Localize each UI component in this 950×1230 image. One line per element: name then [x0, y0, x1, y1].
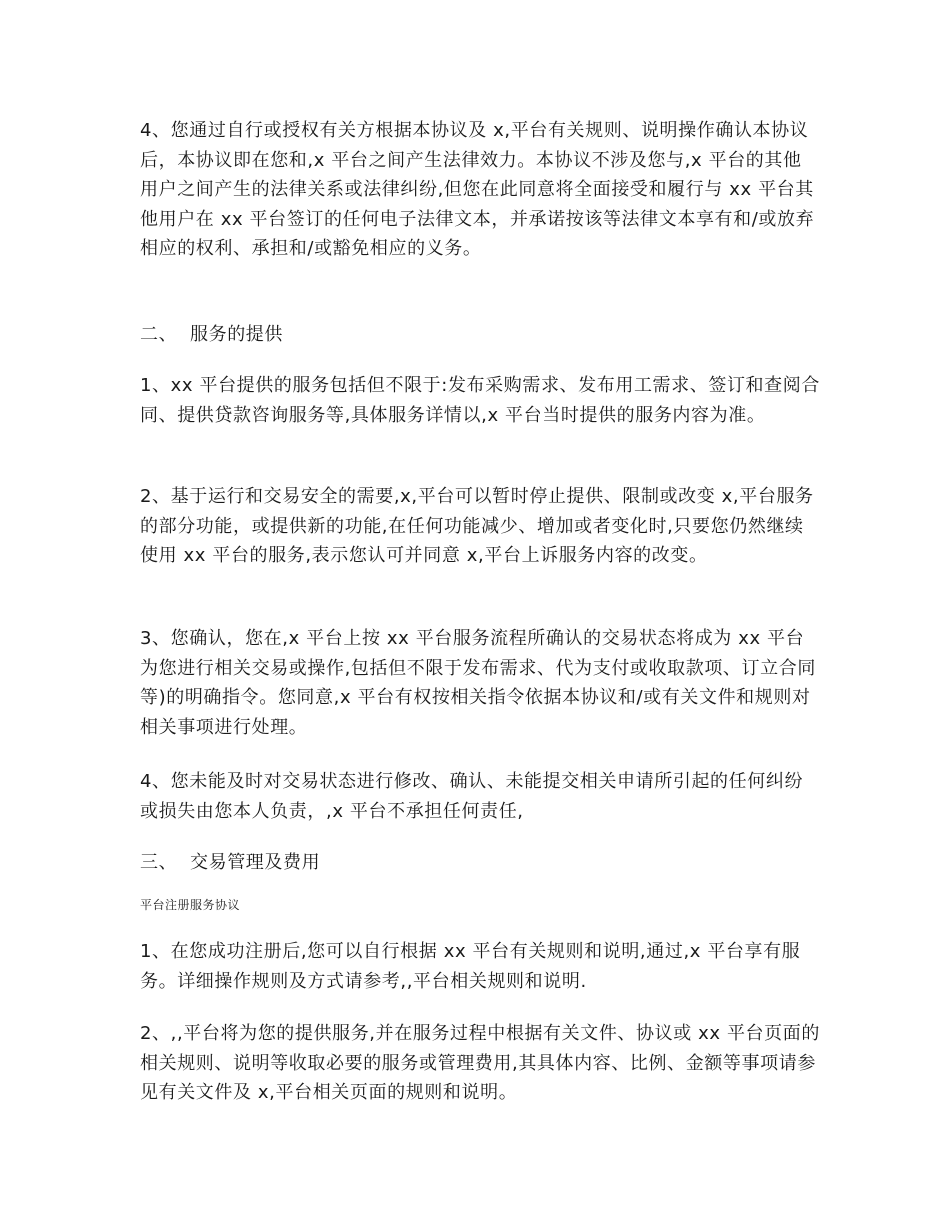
paragraph-service-1: 1、xx 平台提供的服务包括但不限于:发布采购需求、发布用工需求、签订和查阅合同、提供贷款咨询服务等,具体服务详情以,x 平台当时提供的服务内容为准。	[140, 375, 820, 426]
section-title: 交易管理及费用	[190, 852, 321, 873]
paragraph-fee-2: 2、,,平台将为您的提供服务,并在服务过程中根据有关文件、协议或 xx 平台页面的相关规则、说明等收取必要的服务或管理费用,其具体内容、比例、金额等事项请参见有关文件及 x,平台相关页面的规则和说明。	[140, 1023, 820, 1103]
paragraph-service-2: 2、基于运行和交易安全的需要,x,平台可以暂时停止提供、限制或改变 x,平台服务的部分功能，或提供新的功能,在任何功能减少、增加或者变化时,只要您仍然继续使用 xx 平台的服务,表示您认可并同意 x,平台上诉服务内容的改变。	[140, 486, 814, 566]
section-heading-3	[140, 848, 320, 878]
section-number: 三、	[140, 852, 178, 873]
paragraph-fee-1: 1、在您成功注册后,您可以自行根据 xx 平台有关规则和说明,通过,x 平台享有服务。详细操作规则及方式请参考,,平台相关规则和说明.	[140, 941, 801, 992]
section-number: 二、	[140, 324, 178, 345]
paragraph-service-3: 3、您确认，您在,x 平台上按 xx 平台服务流程所确认的交易状态将成为 xx 平台为您进行相关交易或操作,包括但不限于发布需求、代为支付或收取款项、订立合同等)的明确指令。您同意,x 平台有权按相关指令依据本协议和/或有关文件和规则对相关事项进行处理。	[140, 628, 816, 738]
section-heading-2	[140, 320, 283, 350]
paragraph-effect-clause: 4、您通过自行或授权有关方根据本协议及 x,平台有关规则、说明操作确认本协议后，本协议即在您和,x 平台之间产生法律效力。本协议不涉及您与,x 平台的其他用户之间产生的法律关系或法律纠纷,但您在此同意将全面接受和履行与 xx 平台其他用户在 xx 平台签订的任何电子法律文本，并承诺按该等法律文本享有和/或放弃相应的权利、承担和/或豁免相应的义务。	[140, 120, 815, 259]
running-title: 平台注册服务协议	[140, 898, 241, 912]
paragraph-service-4: 4、您未能及时对交易状态进行修改、确认、未能提交相关申请所引起的任何纠纷或损失由您本人负责，,x 平台不承担任何责任,	[140, 771, 804, 822]
section-title: 服务的提供	[190, 324, 283, 345]
